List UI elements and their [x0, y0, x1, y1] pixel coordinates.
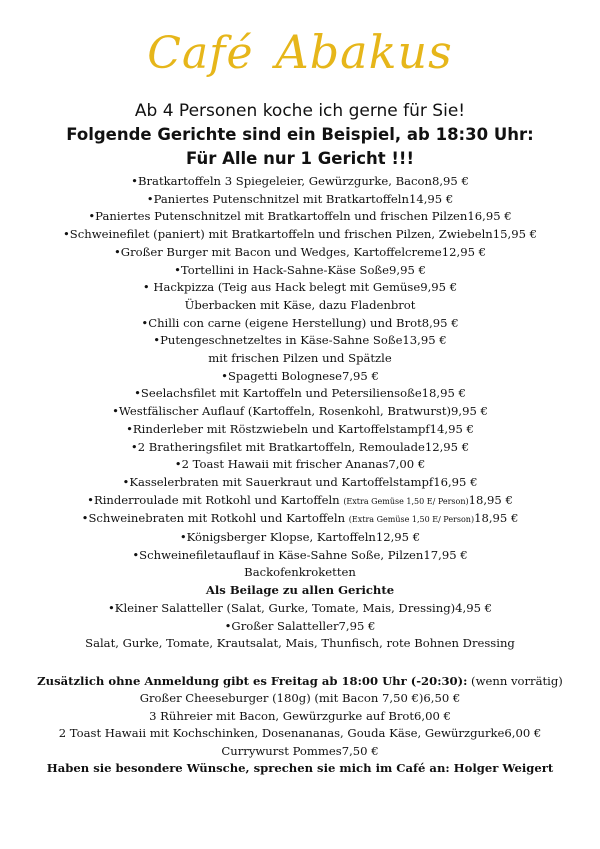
extra-heading	[0, 673, 600, 690]
menu-item: •2 Bratheringsfilet mit Bratkartoffeln, Remoulade12,95 €	[130, 439, 470, 454]
logo-word-abakus: Abakus	[275, 25, 453, 79]
roulade-extra-note: (Extra Gemüse 1,50 E/ Person)	[343, 496, 469, 506]
menu-item-note: Überbacken mit Käse, dazu Fladenbrot	[184, 297, 416, 312]
extra-item: 3 Rühreier mit Bacon, Gewürzgurke auf Brot6,00 €	[149, 708, 451, 723]
menu-item-schweinebraten	[0, 510, 600, 529]
menu-item: •Westfälischer Auflauf (Kartoffeln, Rosenkohl, Bratwurst)9,95 €	[112, 404, 488, 419]
closing-note: Haben sie besondere Wünsche, sprechen sie mich im Café an: Holger Weigert	[46, 761, 554, 776]
menu-item: •Rinderleber mit Röstzwiebeln und Kartoffelstampf14,95 €	[126, 421, 474, 436]
intro-block	[0, 99, 600, 171]
cafe-logo	[0, 22, 600, 84]
menu-item: •Seelachsfilet mit Kartoffeln und Petersiliensoße18,95 €	[134, 386, 466, 401]
extra-heading-note: (wenn vorrätig)	[467, 674, 563, 688]
menu-item: •Großer Burger mit Bacon und Wedges, Kartoffelcreme12,95 €	[113, 244, 487, 259]
schweinebraten-text: •Schweinebraten mit Rotkohl und Kartoffeln	[81, 511, 349, 526]
menu-item-note: mit frischen Pilzen und Spätzle	[208, 351, 392, 366]
menu-item: •Großer Salatteller7,95 €	[224, 618, 376, 633]
menu-item: •Königsberger Klopse, Kartoffeln12,95 €	[179, 530, 421, 545]
roulade-text: •Rinderroulade mit Rotkohl und Kartoffeln	[87, 492, 344, 507]
extra-item: Currywurst Pommes7,50 €	[221, 743, 379, 758]
menu-item-roulade	[0, 492, 600, 511]
intro-line-1: Ab 4 Personen koche ich gerne für Sie!	[134, 101, 466, 121]
menu-item: •Tortellini in Hack-Sahne-Käse Soße9,95 €	[174, 262, 426, 277]
menu-item-note: Salat, Gurke, Tomate, Krautsalat, Mais, Thunfisch, rote Bohnen Dressing	[85, 636, 515, 651]
schweinebraten-extra-note: (Extra Gemüse 1,50 E/ Person)	[348, 515, 475, 525]
intro-line-3: Für Alle nur 1 Gericht !!!	[186, 149, 414, 168]
menu-item: •Paniertes Putenschnitzel mit Bratkartoffeln14,95 €	[146, 191, 454, 206]
roulade-price: 18,95 €	[468, 492, 513, 507]
menu-item: • Hackpizza (Teig aus Hack belegt mit Gemüse9,95 €	[142, 280, 458, 295]
menu-item: •Schweinefiletauflauf in Käse-Sahne Soße, Pilzen17,95 €	[132, 547, 468, 562]
menu-item: •Schweinefilet (paniert) mit Bratkartoffeln und frischen Pilzen, Zwiebeln15,95 €	[62, 227, 538, 242]
menu-item: •Paniertes Putenschnitzel mit Bratkartoffeln und frischen Pilzen16,95 €	[88, 209, 512, 224]
menu-item-note: Backofenkroketten	[244, 565, 356, 580]
extra-heading-bold: Zusätzlich ohne Anmeldung gibt es Freitag ab 18:00 Uhr (-20:30):	[37, 674, 468, 688]
beilage-heading: Als Beilage zu allen Gerichte	[205, 583, 395, 598]
menu-list	[0, 173, 600, 653]
menu-item: •Chilli con carne (eigene Herstellung) und Brot8,95 €	[141, 315, 459, 330]
menu-item: •Kasselerbraten mit Sauerkraut und Kartoffelstampf16,95 €	[122, 474, 478, 489]
extra-item: 2 Toast Hawaii mit Kochschinken, Dosenananas, Gouda Käse, Gewürzgurke6,00 €	[58, 726, 542, 741]
menu-item: •Kleiner Salatteller (Salat, Gurke, Tomate, Mais, Dressing)4,95 €	[107, 600, 493, 615]
menu-item: •Spagetti Bolognese7,95 €	[221, 368, 379, 383]
logo-word-cafe: Café	[147, 28, 254, 79]
menu-item: •Putengeschnetzeltes in Käse-Sahne Soße13,95 €	[153, 333, 447, 348]
menu-item: •Bratkartoffeln 3 Spiegeleier, Gewürzgurke, Bacon8,95 €	[131, 174, 469, 188]
extra-item: Großer Cheeseburger (180g) (mit Bacon 7,50 €)6,50 €	[139, 691, 461, 706]
extra-section	[0, 673, 600, 777]
schweinebraten-price: 18,95 €	[474, 511, 519, 526]
menu-item: •2 Toast Hawaii mit frischer Ananas7,00 €	[174, 457, 426, 472]
intro-line-2: Folgende Gerichte sind ein Beispiel, ab 18:30 Uhr:	[66, 125, 534, 144]
